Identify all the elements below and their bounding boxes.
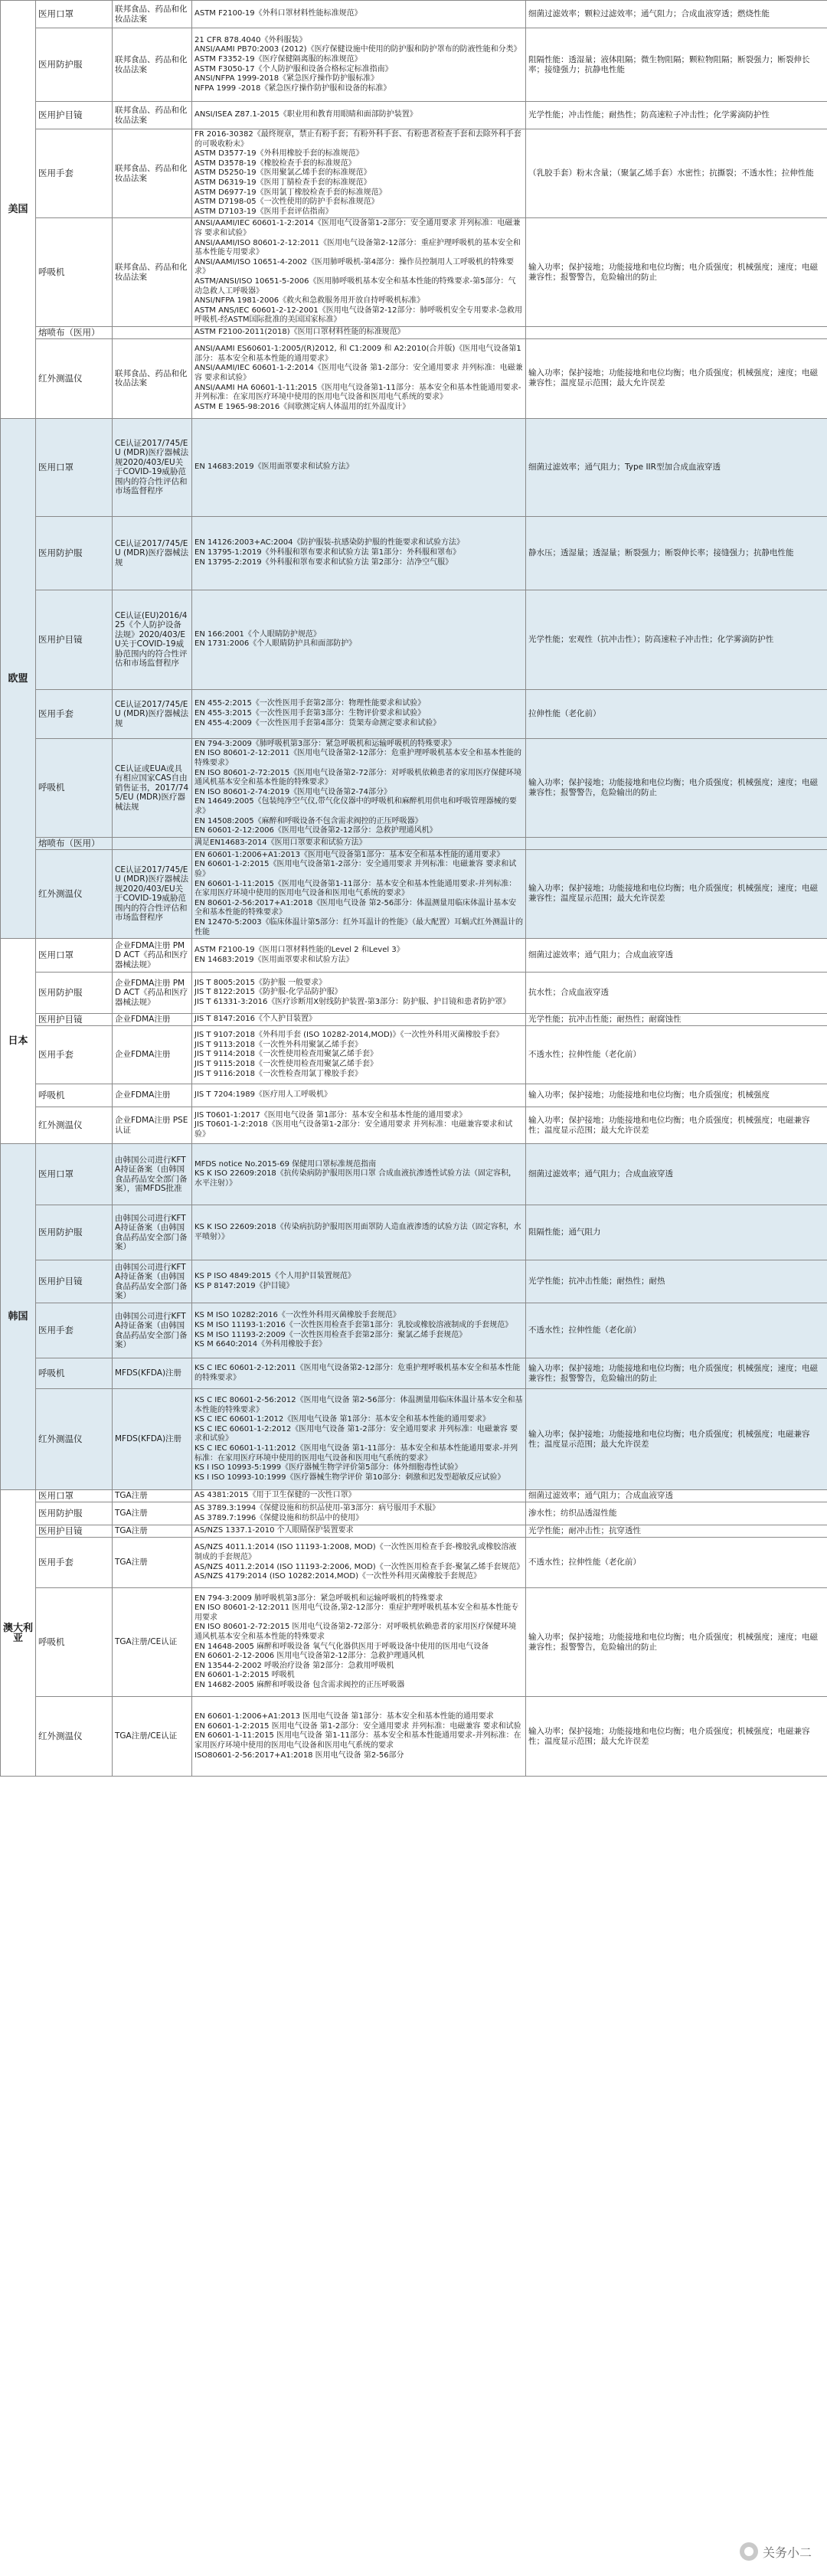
table-row <box>1 28 827 102</box>
regulation-cell: MFDS(KFDA)注册 <box>113 1389 192 1490</box>
standard-cell <box>192 218 526 327</box>
product-cell: 医用护目镜 <box>36 1525 113 1538</box>
regulation-cell: 由韩国公司进行KFTA持证备案（由韩国食品药品安全部门备案） <box>113 1260 192 1303</box>
performance-cell: 输入功率；保护接地；功能接地和电位均衡；电介质强度；机械强度；速度；电磁兼容性；报警警告，危险输出的防止 <box>526 218 827 327</box>
standard-line: KS M 6640:2014《外科用橡胶手套》 <box>194 1340 327 1349</box>
regulation-cell: TGA注册 <box>113 1538 192 1588</box>
product-cell: 呼吸机 <box>36 738 113 837</box>
standard-line: ANSI/AAMI/ISO 10651-4-2002《医用肺呼吸机-第4部分：操作员控制用人工呼吸机的特殊要求》 <box>194 257 515 276</box>
country-cell: 澳大利亚 <box>1 1490 36 1777</box>
standard-line: JIS T 9115:2018《一次性使用检查用聚氯乙烯手套》 <box>194 1059 378 1068</box>
product-cell: 医用防护服 <box>36 516 113 590</box>
standard-line: JIS T 8147:2016《个人护目装置》 <box>194 1015 316 1024</box>
standard-cell <box>192 689 526 738</box>
table-row <box>1 1144 827 1205</box>
product-cell: 医用防护服 <box>36 973 113 1014</box>
regulation-cell: 联邦食品、药品和化妆品法案 <box>113 28 192 102</box>
performance-cell: 细菌过滤效率；通气阻力；合成血液穿透 <box>526 1144 827 1205</box>
standard-line: ASTM D7103-19《医用手套评估指南》 <box>194 207 333 216</box>
standard-line: EN 60601-1-2:2015 呼吸机 <box>194 1671 295 1680</box>
standard-line: EN ISO 80601-2-72:2015《医用电气设备第2-72部分：对呼吸机依赖患者的家用医疗保健环境通风机基本安全和基本性能的特殊要求》 <box>194 768 521 787</box>
standard-line: KS C IEC 60601-1-11:2012《医用电气设备 第1-11部分：基本安全和基本性能通用要求-并列标准：在家用医疗环境中使用的医用电气设备和医用电气系统的要求》 <box>194 1443 518 1463</box>
regulation-cell: 企业FDMA注册 <box>113 1014 192 1026</box>
country-cell: 欧盟 <box>1 418 36 938</box>
standard-line: ANSI/AAMI/IEC 60601-1-2:2014《医用电气设备 第1-2部分：安全通用要求 并列标准：电磁兼容 要求和试验》 <box>194 364 523 383</box>
standard-line: EN 60601-1-2:2015 医用电气设备 第1-2部分：安全通用要求 并列标准：电磁兼容 要求和试验 <box>194 1721 521 1731</box>
product-cell: 呼吸机 <box>36 1358 113 1389</box>
table-row <box>1 1084 827 1107</box>
standard-line: ANSI/AAMI PB70:2003 (2012)《医疗保健设施中使用的防护服和防护罩布的防液性能和分类》 <box>194 45 521 54</box>
standard-line: ASTM D3577-19《外科用橡胶手套的标准规范》 <box>194 149 364 159</box>
performance-cell: 光学性能；抗冲击性能；耐热性；耐腐蚀性 <box>526 1014 827 1026</box>
regulation-cell: TGA注册/CE认证 <box>113 1588 192 1697</box>
standard-line: EN 80601-2-56:2017+A1:2018《医用电气设备 第2-56部分：体温测量用临床体温计基本安全和基本性能的特殊要求》 <box>194 898 517 917</box>
performance-cell: 输入功率；保护接地；功能接地和电位均衡；电介质强度；机械强度 <box>526 1084 827 1107</box>
standard-line: ASTM F3050-17《个人防护服和设备合格标定标准指南》 <box>194 64 393 74</box>
standard-line: EN 455-4:2009《一次性医用手套第4部分：货架寿命测定要求和试验》 <box>194 718 441 727</box>
standard-line: JIS T 9107:2018《外科用手套 (ISO 10282-2014,MOD)》《一次性外科用灭菌橡胶手套》 <box>194 1031 504 1040</box>
performance-cell: 输入功率；保护接地；功能接地和电位均衡；电介质强度；机械强度；速度；电磁兼容性；报警警告，危险输出的防止 <box>526 1588 827 1697</box>
standard-cell <box>192 418 526 516</box>
table-row <box>1 1260 827 1303</box>
table-row <box>1 218 827 327</box>
watermark-label: 关务小二 <box>762 2545 812 2560</box>
standard-line: ASTM F2100-19《医用口罩材料性能的Level 2 和Level 3》 <box>194 946 404 955</box>
table-row <box>1 516 827 590</box>
standard-line: EN 1731:2006《个人眼睛防护具和面部防护》 <box>194 639 357 649</box>
standard-line: ANSI/NFPA 1999-2018《紧急医疗操作防护服标准》 <box>194 74 379 83</box>
performance-cell: 细菌过滤效率；通气阻力；Type IIR型加合成血液穿透 <box>526 418 827 516</box>
table-row <box>1 129 827 218</box>
standard-line: EN 14649:2005《包装纯净空气仪,带气化仪器中的呼吸机和麻醉机用供电和呼吸管理器械的要求》 <box>194 797 517 816</box>
product-cell: 医用手套 <box>36 1026 113 1084</box>
standard-line: KS I ISO 10993-5:1999《医疗器械生物学评价第5部分：体外细胞毒性试验》 <box>194 1463 463 1473</box>
standard-cell <box>192 1538 526 1588</box>
standard-line: EN ISO 80601-2-72:2015 医用电气设备第2-72部分：对呼吸机依赖患者的家用医疗保健环境通风机基本安全和基本性能的特殊要求 <box>194 1623 517 1642</box>
regulation-cell: CE认证或EUA或具有相应国家CAS自由销售证书，2017/745/EU (MDR)医疗器械法规 <box>113 738 192 837</box>
regulation-cell <box>113 837 192 849</box>
table-row <box>1 1358 827 1389</box>
standard-line: EN 14683:2019《医用面罩要求和试验方法》 <box>194 955 354 964</box>
standard-line: ISO80601-2-56:2017+A1:2018 医用电气设备 第2-56部分 <box>194 1751 404 1760</box>
table-row <box>1 1026 827 1084</box>
standard-line: JIS T0601-1-2:2018《医用电气设备第1-2部分：安全通用要求 并列标准：电磁兼容要求和试验》 <box>194 1120 513 1139</box>
standard-line: AS/NZS 4011.1:2014 (ISO 11193-1:2008, MOD)《一次性医用检查手套-橡胶乳或橡胶溶液制成的手套规范》 <box>194 1543 517 1562</box>
standard-line: AS 3789.3:1994《保健设施和纺织品使用-第3部分：病号服用手术服》 <box>194 1504 440 1513</box>
table-row <box>1 738 827 837</box>
product-cell: 医用防护服 <box>36 1502 113 1525</box>
standard-line: AS/NZS 4011.2:2014 (ISO 11193-2:2006, MOD)《一次性医用检查手套-聚氯乙烯手套规范》 <box>194 1562 525 1571</box>
table-row <box>1 837 827 849</box>
regulation-cell <box>113 326 192 338</box>
standard-line: EN 14126:2003+AC:2004《防护服装-抗感染防护服的性能要求和试验方法》 <box>194 538 465 548</box>
standard-line: JIS T 9114:2018《一次性使用检查用聚氯乙烯手套》 <box>194 1050 378 1059</box>
product-cell: 医用手套 <box>36 1303 113 1358</box>
standard-line: EN 14683:2019《医用面罩要求和试验方法》 <box>194 463 354 472</box>
performance-cell: 不透水性；拉伸性能（老化前） <box>526 1538 827 1588</box>
standard-line: ASTM D5250-19《医用聚氯乙烯手套的标准规范》 <box>194 168 371 178</box>
standard-line: EN ISO 80601-2-12:2011《医用电气设备第2-12部分：危重护理呼吸机基本安全和基本性能的特殊要求》 <box>194 749 521 768</box>
standard-line: EN 60601-1-2:2015《医用电气设备第1-2部分：安全通用要求 并列标准：电磁兼容 要求和试验》 <box>194 860 517 878</box>
standard-cell <box>192 1026 526 1084</box>
standard-line: AS 4381:2015《用于卫生保健的一次性口罩》 <box>194 1491 356 1500</box>
standard-line: EN 455-3:2015《一次性医用手套第3部分：生物评价要求和试验》 <box>194 709 426 718</box>
standard-line: JIS T 8005:2015《防护服 一般要求》 <box>194 978 327 987</box>
standard-cell <box>192 1260 526 1303</box>
table-row <box>1 1107 827 1144</box>
regulation-cell: 企业FDMA注册 PSE认证 <box>113 1107 192 1144</box>
performance-cell: 不透水性；拉伸性能（老化前） <box>526 1026 827 1084</box>
product-cell: 红外测温仪 <box>36 849 113 938</box>
standard-line: JIS T0601-1:2017《医用电气设备 第1部分：基本安全和基本性能的通用要求》 <box>194 1110 467 1120</box>
table-row <box>1 1205 827 1260</box>
regulation-cell: TGA注册 <box>113 1502 192 1525</box>
table-row <box>1 102 827 129</box>
regulation-cell: 联邦食品、药品和化妆品法案 <box>113 129 192 218</box>
standard-line: ASTM/ANSI/ISO 10651-5-2006《医用肺呼吸机基本安全和基本性能的特殊要求-第5部分：气动急救人工呼吸器》 <box>194 276 516 296</box>
standard-line: EN 60601-1-11:2015 医用电气设备 第1-11部分：基本安全和基本性能通用要求-并列标准：在家用医疗环境中使用的医用电气设备和医用电气系统的要求 <box>194 1731 521 1750</box>
performance-cell: 输入功率；保护接地；功能接地和电位均衡；电介质强度；机械强度；电磁兼容性；温度显示范围；最大允许误差 <box>526 1107 827 1144</box>
standard-cell <box>192 338 526 418</box>
standard-cell <box>192 1389 526 1490</box>
standard-line: 21 CFR 878.4040《外科服装》 <box>194 35 307 44</box>
standard-line: EN 14648-2005 麻醉和呼吸设备 氧气气化器供医用于呼吸设备中使用的医用电气设备 <box>194 1642 489 1651</box>
performance-cell <box>526 326 827 338</box>
standard-line: EN 13795-1:2019《外科服和罩布要求和试验方法 第1部分：外科服和罩布》 <box>194 548 461 557</box>
standard-cell <box>192 102 526 129</box>
standard-line: AS/NZS 4179:2014 (ISO 10282:2014,MOD)《一次性外科用灭菌橡胶手套规范》 <box>194 1572 482 1581</box>
standard-line: EN 60601-1:2006+A1:2013《医用电气设备第1部分：基本安全和基本性能的通用要求》 <box>194 850 505 859</box>
standard-cell <box>192 1525 526 1538</box>
standard-line: ASTM ANS/IEC 60601-2-12-2001《医用电气设备第2-12部分：肺呼吸机安全专用要求-急救用呼吸机-经ASTM国际批准的美国国家标准》 <box>194 306 523 325</box>
performance-cell: 输入功率；保护接地；功能接地和电位均衡；电介质强度；机械强度；速度；电磁兼容性；报警警告，危险输出的防止 <box>526 1358 827 1389</box>
table-row <box>1 1588 827 1697</box>
standard-line: ANSI/ISEA Z87.1-2015《职业用和教育用眼睛和面部防护装置》 <box>194 110 417 119</box>
performance-cell: 细菌过滤效率；通气阻力；合成血液穿透 <box>526 939 827 973</box>
standard-cell <box>192 738 526 837</box>
performance-cell: 光学性能；耐冲击性；抗穿透性 <box>526 1525 827 1538</box>
standard-line: KS M ISO 11193-2:2009《一次性医用检查手套第2部分：聚氯乙烯手套规范》 <box>194 1330 467 1339</box>
standard-line: AS/NZS 1337.1-2010 个人眼睛保护装置要求 <box>194 1526 354 1535</box>
standard-line: EN 14508:2005《麻醉和呼吸设备不包含需求阀控的正压呼吸器》 <box>194 816 423 825</box>
regulation-cell: 联邦食品、药品和化妆品法案 <box>113 218 192 327</box>
table-row <box>1 939 827 973</box>
table-row <box>1 338 827 418</box>
standard-line: KS M ISO 10282:2016《一次性外科用灭菌橡胶手套规范》 <box>194 1311 400 1320</box>
product-cell: 红外测温仪 <box>36 1697 113 1777</box>
standard-line: KS K ISO 22609:2018《抗传染病防护服用医用口罩 合成血液抗渗透性试验方法（固定容积，水平注射）》 <box>194 1169 516 1188</box>
regulation-cell: TGA注册 <box>113 1525 192 1538</box>
standard-line: ANSI/AAMI HA 60601-1-11:2015《医用电气设备第1-11部分：基本安全和基本性能通用要求-并列标准：在家用医疗环境中使用的医用电气设备和医用电气系统的要求》 <box>194 383 521 402</box>
product-cell: 医用口罩 <box>36 939 113 973</box>
standard-line: EN 166:2001《个人眼睛防护规范》 <box>194 629 321 639</box>
standard-line: ASTM D6319-19《医用丁腈检查手套的标准规范》 <box>194 178 371 187</box>
performance-cell: 阻隔性能；通气阻力 <box>526 1205 827 1260</box>
standard-line: 满足EN14683-2014《医用口罩要求和试验方法》 <box>194 839 367 848</box>
performance-cell: 输入功率；保护接地；功能接地和电位均衡；电介质强度；机械强度；速度；电磁兼容性；温度显示范围；最大允许误差 <box>526 338 827 418</box>
product-cell: 红外测温仪 <box>36 1107 113 1144</box>
standard-cell <box>192 1502 526 1525</box>
standard-line: EN 60601-2-12:2006《医用电气设备第2-12部分：急救护理通风机》 <box>194 826 437 835</box>
standard-line: ASTM D3578-19《橡胶检查手套的标准规范》 <box>194 159 356 168</box>
regulation-cell: 企业FDMA注册 <box>113 1026 192 1084</box>
table-row <box>1 1 827 28</box>
regulation-cell: 联邦食品、药品和化妆品法案 <box>113 338 192 418</box>
standard-line: ASTM D6977-19《医用氯丁橡胶检查手套的标准规范》 <box>194 188 387 197</box>
standard-cell <box>192 326 526 338</box>
product-cell: 医用护目镜 <box>36 102 113 129</box>
standard-line: KS C IEC 80601-2-56:2012《医用电气设备 第2-56部分：体温测量用临床体温计基本安全和基本性能的特殊要求》 <box>194 1395 523 1414</box>
product-cell: 医用口罩 <box>36 1144 113 1205</box>
performance-cell: 细菌过滤效率；颗粒过滤效率；通气阻力；合成血液穿透；燃烧性能 <box>526 1 827 28</box>
regulation-cell: 联邦食品、药品和化妆品法案 <box>113 102 192 129</box>
standard-line: JIS T 8122:2015《防护服-化学品防护服》 <box>194 988 342 997</box>
table-row <box>1 1014 827 1026</box>
regulation-cell: 联邦食品、药品和化妆品法案 <box>113 1 192 28</box>
standard-cell <box>192 1588 526 1697</box>
standard-line: KS C IEC 60601-1:2012《医用电气设备 第1部分：基本安全和基本性能的通用要求》 <box>194 1415 490 1424</box>
table-row <box>1 1538 827 1588</box>
country-cell: 美国 <box>1 1 36 419</box>
standard-line: ASTM E 1965-98:2016《间歇测定病人体温用的红外温度计》 <box>194 402 410 411</box>
product-cell: 医用手套 <box>36 1538 113 1588</box>
standard-cell <box>192 1697 526 1777</box>
standard-line: ASTM F2100-19《外科口罩材料性能标准规范》 <box>194 9 362 18</box>
country-cell: 日本 <box>1 939 36 1144</box>
product-cell: 呼吸机 <box>36 1084 113 1107</box>
standard-line: EN 794-3:2009《肺呼吸机第3部分：紧急呼吸机和运输呼吸机的特殊要求》 <box>194 739 456 748</box>
standard-line: KS P ISO 4849:2015《个人用护目装置规范》 <box>194 1272 355 1281</box>
standard-cell <box>192 1014 526 1026</box>
product-cell: 医用护目镜 <box>36 590 113 689</box>
standard-cell <box>192 837 526 849</box>
table-row <box>1 1490 827 1502</box>
standard-line: EN ISO 80601-2-74:2019《医用电气设备第2-74部分》 <box>194 787 391 796</box>
product-cell: 医用口罩 <box>36 1 113 28</box>
performance-cell: 抗水性；合成血液穿透 <box>526 973 827 1014</box>
product-cell: 医用护目镜 <box>36 1260 113 1303</box>
standard-cell <box>192 849 526 938</box>
standard-line: EN 60601-2-12-2006 医用电气设备第2-12部分：急救护理通风机 <box>194 1652 425 1661</box>
regulation-cell: CE认证2017/745/EU (MDR)医疗器械法规 <box>113 689 192 738</box>
performance-cell: 输入功率；保护接地；功能接地和电位均衡；电介质强度；机械强度；速度；电磁兼容性；报警警告，危险输出的防止 <box>526 738 827 837</box>
regulation-cell: TGA注册/CE认证 <box>113 1697 192 1777</box>
performance-cell: 输入功率；保护接地；功能接地和电位均衡；电介质强度；机械强度；电磁兼容性；温度显示范围；最大允许误差 <box>526 1389 827 1490</box>
standard-cell <box>192 1358 526 1389</box>
table-row <box>1 1303 827 1358</box>
standard-line: FR 2016-30382《最终规章，禁止有粉手套；有粉外科手套、有粉患者检查手套和去除外科手套的可吸收粉末》 <box>194 130 521 149</box>
standard-line: EN 794-3:2009 肺呼吸机第3部分：紧急呼吸机和运输呼吸机的特殊要求 <box>194 1594 443 1603</box>
product-cell: 红外测温仪 <box>36 1389 113 1490</box>
standard-line: ASTM F2100-2011(2018)《医用口罩材料性能的标准规范》 <box>194 328 405 337</box>
table-row <box>1 1697 827 1777</box>
table-row <box>1 973 827 1014</box>
standard-line: EN 14682-2005 麻醉和呼吸设备 包含需求阀控的正压呼吸器 <box>194 1681 405 1690</box>
table-row <box>1 590 827 689</box>
wechat-icon <box>740 2542 758 2561</box>
standard-line: ANSI/NFPA 1981-2006《救火和急救服务用开放自持呼吸机标准》 <box>194 296 425 306</box>
table-row <box>1 326 827 338</box>
standard-cell <box>192 28 526 102</box>
regulation-cell: 企业FDMA注册 <box>113 1084 192 1107</box>
product-cell: 医用护目镜 <box>36 1014 113 1026</box>
performance-cell: 细菌过滤效率；通气阻力；合成血液穿透 <box>526 1490 827 1502</box>
product-cell: 医用口罩 <box>36 1490 113 1502</box>
standard-line: EN 60601-1:2006+A1:2013 医用电气设备 第1部分：基本安全和基本性能的通用要求 <box>194 1712 494 1721</box>
performance-cell: 光学性能；抗冲击性能；耐热性；耐热 <box>526 1260 827 1303</box>
standard-line: MFDS notice No.2015-69 保健用口罩标准规范指南 <box>194 1159 377 1169</box>
standard-line: EN 13795-2:2019《外科服和罩布要求和试验方法 第2部分：洁净空气服》 <box>194 557 453 567</box>
standard-cell <box>192 1084 526 1107</box>
performance-cell: 输入功率；保护接地；功能接地和电位均衡；电介质强度；机械强度；速度；电磁兼容性；温度显示范围；最大允许误差 <box>526 849 827 938</box>
standard-line: KS K ISO 22609:2018《传染病抗防护服用医用面罩防人造血液渗透的试验方法（固定容积，水平喷射）》 <box>194 1223 521 1241</box>
standard-line: JIS T 9116:2018《一次性检查用氯丁橡胶手套》 <box>194 1069 362 1078</box>
standard-line: EN 455-2:2015《一次性医用手套第2部分：物理性能要求和试验》 <box>194 699 426 708</box>
standard-line: JIS T 9113:2018《一次性外科用聚氯乙烯手套》 <box>194 1040 362 1049</box>
standard-line: EN 60601-1-11:2015《医用电气设备第1-11部分：基本安全和基本性能通用要求-并列标准：在家用医疗环境中使用的医用电气设备和医用电气系统的要求》 <box>194 879 517 898</box>
performance-cell: 渗水性；纺织品透湿性能 <box>526 1502 827 1525</box>
product-cell: 红外测温仪 <box>36 338 113 418</box>
standard-line: EN ISO 80601-2-12:2011 医用电气设备,第2-12部分：重症护理呼吸机基本安全和基本性能专用要求 <box>194 1603 519 1622</box>
standard-cell <box>192 1205 526 1260</box>
table-row <box>1 689 827 738</box>
performance-cell: 光学性能；宏观性（抗冲击性）；防高速粒子冲击性；化学雾滴防护性 <box>526 590 827 689</box>
standard-cell <box>192 1107 526 1144</box>
standard-cell <box>192 939 526 973</box>
regulation-cell: 企业FDMA注册 PMD ACT《药品和医疗器械法规》 <box>113 939 192 973</box>
product-cell: 熔喷布（医用） <box>36 837 113 849</box>
performance-cell: 静水压；透湿量；透湿量；断裂强力；断裂伸长率；接缝强力；抗静电性能 <box>526 516 827 590</box>
product-cell: 医用口罩 <box>36 418 113 516</box>
standard-cell <box>192 1 526 28</box>
standard-line: KS M ISO 11193-1:2016《一次性医用检查手套第1部分：乳胶或橡胶溶液制成的手套规范》 <box>194 1321 513 1330</box>
regulation-cell: MFDS(KFDA)注册 <box>113 1358 192 1389</box>
watermark <box>740 2542 812 2561</box>
standard-line: JIS T 7204:1989《医疗用人工呼吸机》 <box>194 1090 332 1100</box>
performance-cell: 拉伸性能（老化前） <box>526 689 827 738</box>
performance-cell: （乳胶手套）粉末含量；（聚氯乙烯手套）水密性；抗撕裂；不透水性；拉伸性能 <box>526 129 827 218</box>
table-row <box>1 1525 827 1538</box>
product-cell: 医用手套 <box>36 129 113 218</box>
standard-line: EN 13544-2-2002 呼吸治疗设备 第2部分：急救用呼吸机 <box>194 1661 394 1670</box>
product-cell: 医用防护服 <box>36 28 113 102</box>
regulation-cell: 由韩国公司进行KFTA持证备案（由韩国食品药品安全部门备案），需MFDS批准 <box>113 1144 192 1205</box>
standard-line: AS 3789.7:1996《保健设施和纺织品中的使用》 <box>194 1513 364 1522</box>
standard-line: KS P 8147:2019《护目镜》 <box>194 1281 294 1290</box>
standard-line: EN 12470-5:2003《临床体温计第5部分：红外耳温计的性能》（最大配置）耳蜗式红外测温计的性能 <box>194 917 523 937</box>
performance-cell: 不透水性；拉伸性能（老化前） <box>526 1303 827 1358</box>
product-cell: 呼吸机 <box>36 218 113 327</box>
performance-cell <box>526 837 827 849</box>
regulation-cell: TGA注册 <box>113 1490 192 1502</box>
country-cell: 韩国 <box>1 1144 36 1490</box>
standard-cell <box>192 1303 526 1358</box>
regulation-cell: 由韩国公司进行KFTA持证备案（由韩国食品药品安全部门备案） <box>113 1303 192 1358</box>
performance-cell: 阻隔性能：透湿量；液体阻隔；微生物阻隔；颗粒物阻隔；断裂强力；断裂伸长率；接缝强力；抗静电性能 <box>526 28 827 102</box>
product-cell: 医用防护服 <box>36 1205 113 1260</box>
product-cell: 熔喷布（医用） <box>36 326 113 338</box>
regulation-cell: 由韩国公司进行KFTA持证备案（由韩国食品药品安全部门备案） <box>113 1205 192 1260</box>
standard-line: ASTM D7198-05《一次性使用的防护手套标准规范》 <box>194 198 379 207</box>
standard-line: JIS T 61331-3:2016《医疗诊断用X射线防护装置-第3部分：防护服、护目镜和患者防护罩》 <box>194 997 511 1006</box>
standard-line: KS I ISO 10993-10:1999《医疗器械生物学评价 第10部分：刺激和迟发型超敏反应试验》 <box>194 1473 505 1482</box>
product-cell: 呼吸机 <box>36 1588 113 1697</box>
regulation-cell: 企业FDMA注册 PMD ACT《药品和医疗器械法规》 <box>113 973 192 1014</box>
regulation-cell: CE认证2017/745/EU (MDR)医疗器械法规2020/403/EU关于COVID-19威胁范围内的符合性评估和市场监督程序 <box>113 849 192 938</box>
standard-line: ANSI/AAMI/IEC 60601-1-2:2014《医用电气设备第1-2部分：安全通用要求 并列标准：电磁兼容 要求和试验》 <box>194 219 521 237</box>
standard-line: KS C IEC 60601-2-12:2011《医用电气设备第2-12部分：危重护理呼吸机基本安全和基本性能的特殊要求》 <box>194 1364 521 1382</box>
regulation-cell: CE认证(EU)2016/425《个人防护设备法规》2020/403/EU关于COVID-19威胁范围内的符合性评估和市场监督程序 <box>113 590 192 689</box>
regulation-cell: CE认证2017/745/EU (MDR)医疗器械法规 <box>113 516 192 590</box>
performance-cell: 光学性能；冲击性能；耐热性；防高速粒子冲击性；化学雾滴防护性 <box>526 102 827 129</box>
table-row <box>1 849 827 938</box>
standard-cell <box>192 1144 526 1205</box>
standard-line: KS C IEC 60601-1-2:2012《医用电气设备 第1-2部分：安全通用要求 并列标准：电磁兼容 要求和试验》 <box>194 1424 518 1443</box>
standard-line: ANSI/AAMI/ISO 80601-2-12:2011《医用电气设备第2-12部分：重症护理呼吸机的基本安全和基本性能专用要求》 <box>194 238 521 257</box>
standard-cell <box>192 1490 526 1502</box>
table-row <box>1 1389 827 1490</box>
standard-cell <box>192 516 526 590</box>
product-cell: 医用手套 <box>36 689 113 738</box>
standard-cell <box>192 129 526 218</box>
performance-cell: 输入功率；保护接地；功能接地和电位均衡；电介质强度；机械强度；电磁兼容性；温度显示范围；最大允许误差 <box>526 1697 827 1777</box>
standard-cell <box>192 973 526 1014</box>
standard-line: ASTM F3352-19《医疗保健隔离服的标准规范》 <box>194 54 362 64</box>
standard-line: NFPA 1999 -2018《紧急医疗操作防护服和设备的标准》 <box>194 83 391 93</box>
standard-line: ANSI/AAMI ES60601-1:2005/(R)2012, 和 C1:2009 和 A2:2010(合并版)《医用电气设备第1部分：基本安全和基本性能的通用要求》 <box>194 345 521 363</box>
table-row <box>1 1502 827 1525</box>
standard-cell <box>192 590 526 689</box>
regulation-cell: CE认证2017/745/EU (MDR)医疗器械法规2020/403/EU关于COVID-19威胁范围内的符合性评估和市场监督程序 <box>113 418 192 516</box>
table-row <box>1 418 827 516</box>
